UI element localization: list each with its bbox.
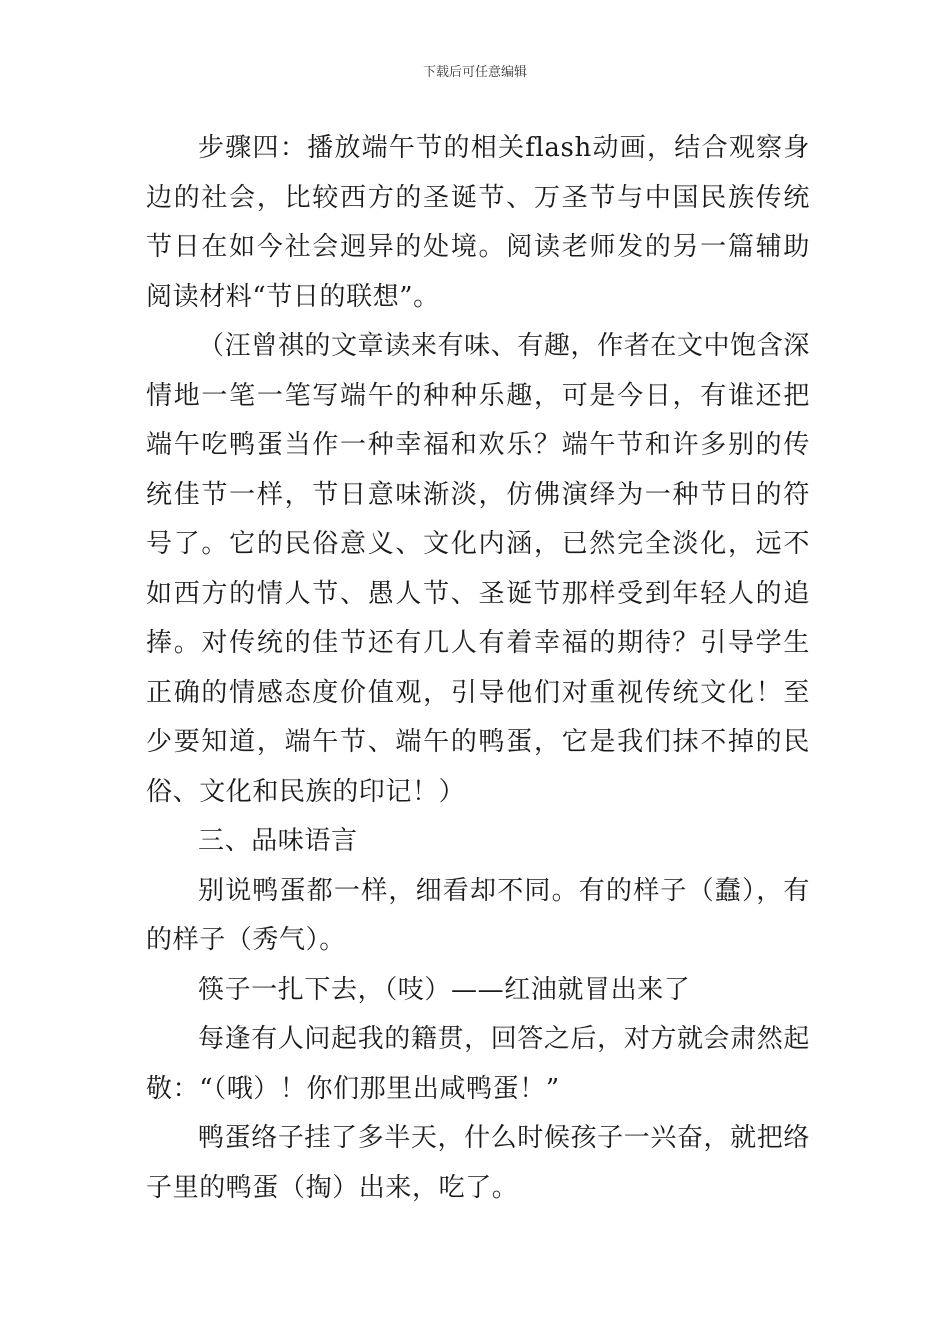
paragraph-example-hometown: 每逢有人问起我的籍贯，回答之后，对方就会肃然起敬：“（哦）！你们那里出咸鸭蛋！” xyxy=(146,1024,810,1104)
paragraph-example-chopsticks: 筷子一扎下去，（吱）——红油就冒出来了 xyxy=(198,974,691,1005)
section-heading-savor-language: 三、品味语言 xyxy=(198,826,358,856)
paragraph-example-duck-eggs: 别说鸭蛋都一样，细看却不同。有的样子（蠢），有的样子（秀气）。 xyxy=(146,875,810,955)
document-body xyxy=(146,124,810,1213)
paragraph-commentary: （汪曾祺的文章读来有味、有趣，作者在文中饱含深情地一笔一笔写端午的种种乐趣，可是今日，有谁还把端午吃鸭蛋当作一种幸福和欢乐？端午节和许多别的传统佳节一样，节日意味渐淡，仿佛演绎为一种节日的符号了。它的民俗意义、文化内涵，已然完全淡化，远不如西方的情人节、愚人节、圣诞节那样受到年轻人的追捧。对传统的佳节还有几人有着幸福的期待？引导学生正确的情感态度价值观，引导他们对重视传统文化！至少要知道，端午节、端午的鸭蛋，它是我们抹不掉的民俗、文化和民族的印记！） xyxy=(146,331,810,807)
page-header-note: 下载后可任意编辑 xyxy=(422,65,527,80)
paragraph-step-four: 步骤四：播放端午节的相关flash动画，结合观察身边的社会，比较西方的圣诞节、万圣节与中国民族传统节日在如今社会迥异的处境。阅读老师发的另一篇辅助阅读材料“节日的联想”。 xyxy=(146,133,810,312)
paragraph-example-egg-net: 鸭蛋络子挂了多半天，什么时候孩子一兴奋，就把络子里的鸭蛋（掏）出来，吃了。 xyxy=(146,1123,810,1203)
